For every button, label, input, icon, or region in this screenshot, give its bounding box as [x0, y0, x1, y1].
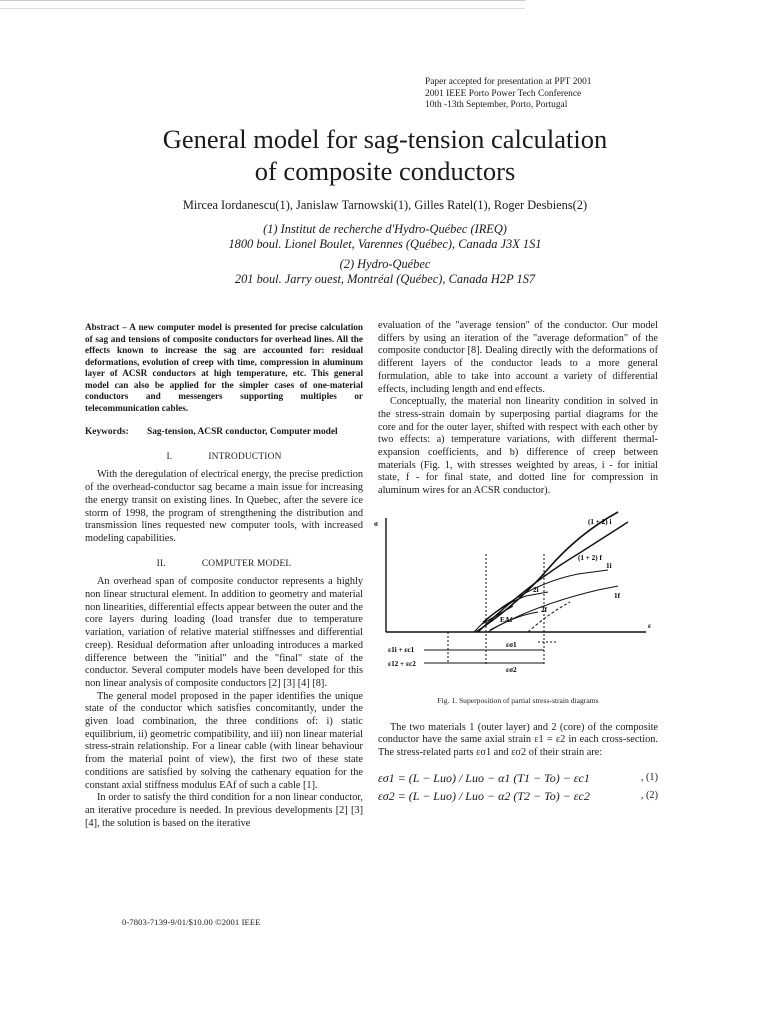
section-1-number: I.	[166, 451, 173, 462]
label-1i: 1i	[606, 561, 612, 570]
conference-line-1: Paper accepted for presentation at PPT 2001	[425, 77, 592, 87]
affiliation-1	[90, 222, 680, 252]
title-line-2: of composite conductors	[254, 156, 516, 186]
conference-note	[425, 77, 591, 112]
conference-line-2: 2001 IEEE Porto Power Tech Conference	[425, 88, 582, 99]
affiliation-1-line-1: (1) Institut de recherche d'Hydro-Québec (IREQ)	[263, 222, 507, 236]
right-column	[374, 320, 658, 806]
model-paragraph-2: The general model proposed in the paper identifies the unique state of the conductor which satisfies concomitantly, under the given load combination, the three conditions of: i) static equilibrium, ii) geometric compatibility, and iii) non linear material stress-strain relationship. For a linear cable (with linear behaviour from the material point of view), the first two of these state conditions are satisfied by solving the cathenary equation for the constant axial stiffness modulus EAf of such a cable [1].	[85, 690, 363, 791]
equation-1-body: εσ1 = (L − Luo) / Luo − α1 (T1 − To) − εc1	[378, 771, 590, 786]
affiliation-2	[90, 257, 680, 287]
intro-paragraph: With the deregulation of electrical energy, the precise prediction of the overhead-conductor sag became a main issue for increasing the energy transit on existing lines. In Quebec, after the severe ice storm of 1998, the program of strengthening the distribution and transmission lines requested new computer tools, with increased modeling capabilities.	[85, 469, 363, 544]
right-paragraph-1: evaluation of the "average tension" of the conductor. Our model differs by using an iteration of the "average deformation" of the composite conductor [8]. Dealing directly with the deformations of different layers of the conductor leads to a more general formulation, able to take into account a variety of differential effects, including length and end effects.	[378, 320, 658, 395]
label-eps2: ε12 + εc2	[388, 659, 416, 668]
figure-1	[374, 514, 658, 689]
equation-2-number: , (2)	[640, 790, 658, 802]
affiliation-2-line-1: (2) Hydro-Québec	[339, 257, 431, 271]
author-list: Mircea Iordanescu(1), Janislaw Tarnowski(1), Gilles Ratel(1), Roger Desbiens(2)	[182, 198, 588, 212]
section-2-title: COMPUTER MODEL	[201, 558, 292, 569]
model-paragraph-3: In order to satisfy the third condition for a non linear conductor, an iterative procedure is needed. In previous developments [2] [3] [4], the solution is based on the iterative	[85, 792, 363, 829]
keywords-label: Keywords:	[85, 427, 129, 437]
affiliation-2-line-2: 201 boul. Jarry ouest, Montréal (Québec), Canada H2P 1S7	[234, 272, 536, 286]
equation-1	[378, 770, 658, 788]
label-eaf: EAf	[500, 615, 513, 624]
label-esig2: εσ2	[506, 665, 517, 674]
label-12i: (1 + 2) i	[588, 517, 612, 526]
top-rule-2	[0, 8, 525, 9]
label-1f: 1f	[614, 591, 620, 600]
left-column	[85, 322, 363, 830]
section-heading-introduction	[85, 451, 363, 464]
stress-strain-diagram	[374, 514, 658, 689]
conference-line-3: 10th -13th September, Porto, Portugal	[425, 100, 568, 110]
top-rule	[0, 0, 525, 1]
keywords	[85, 426, 363, 439]
equation-1-number: , (1)	[640, 772, 658, 784]
section-1-title: INTRODUCTION	[208, 451, 282, 462]
label-eps1: ε1i + εc1	[388, 645, 415, 654]
equation-2	[378, 788, 658, 806]
paper-title	[90, 123, 680, 187]
label-esig1: εσ1	[506, 640, 517, 649]
title-line-1: General model for sag-tension calculation	[162, 124, 608, 154]
keywords-text: Sag-tension, ACSR conductor, Computer model	[147, 427, 338, 437]
equations	[378, 770, 658, 806]
section-2-number: II.	[156, 558, 166, 569]
epsilon-label: ε	[648, 621, 652, 630]
label-2f: 2f	[541, 605, 547, 614]
label-2i: 2i	[533, 585, 539, 594]
figure-caption: Fig. 1. Superposition of partial stress-strain diagrams	[437, 695, 599, 705]
compression-line	[528, 602, 570, 632]
abstract: Abstract – A new computer model is presented for precise calculation of sag and tensions of composite conductors for overhead lines. All the effects known to increase the sag are accounted for: residual deformations, evolution of creep with time, compression in aluminum layer of ACSR conductors at high temperature, etc. This general model can also be applied for the simpler cases of one-material conductors and messengers supporting multiples or telecommunication cables.	[85, 322, 363, 413]
right-paragraph-3: The two materials 1 (outer layer) and 2 (core) of the composite conductor have the same axial strain ε1 = ε2 in each cross-section. The stress-related parts εσ1 and εσ2 of their strain are:	[378, 721, 658, 758]
right-paragraph-2: Conceptually, the material non linearity condition in solved in the stress-strain domain by superposing partial diagrams for the core and for the outer layer, shifted with respect with each other by two effects: a) temperature variations, with different thermal-expansion coefficients, and b) difference of creep between materials (Fig. 1, with stresses weighted by areas, i - for initial state, f - for final state, and dotted line for compression in aluminum wires for an ACSR conductor).	[378, 396, 658, 497]
model-paragraph-1: An overhead span of composite conductor represents a highly non linear structural element. In addition to geometry and material non linearities, differential effects appear between the outer and the core layers during loading (load transfer due to temperature variation, variation of relative material stiffnesses and differential creep). Residual deformation after unloading introduces a marked difference between the "initial" and the "final" state of the conductor. Several computer models have been developed for this non linear analysis of composite conductors [2] [3] [4] [8].	[85, 576, 363, 689]
sigma-label: σ	[374, 519, 378, 528]
section-heading-computer-model	[85, 558, 363, 571]
equation-2-body: εσ2 = (L − Luo) / Luo − α2 (T2 − To) − εc2	[378, 789, 590, 804]
copyright-footer: 0-7803-7139-9/01/$10.00 ©2001 IEEE	[122, 917, 261, 927]
affiliation-1-line-2: 1800 boul. Lionel Boulet, Varennes (Québec), Canada J3X 1S1	[228, 237, 542, 251]
label-12f: (1 + 2) f	[578, 553, 602, 562]
